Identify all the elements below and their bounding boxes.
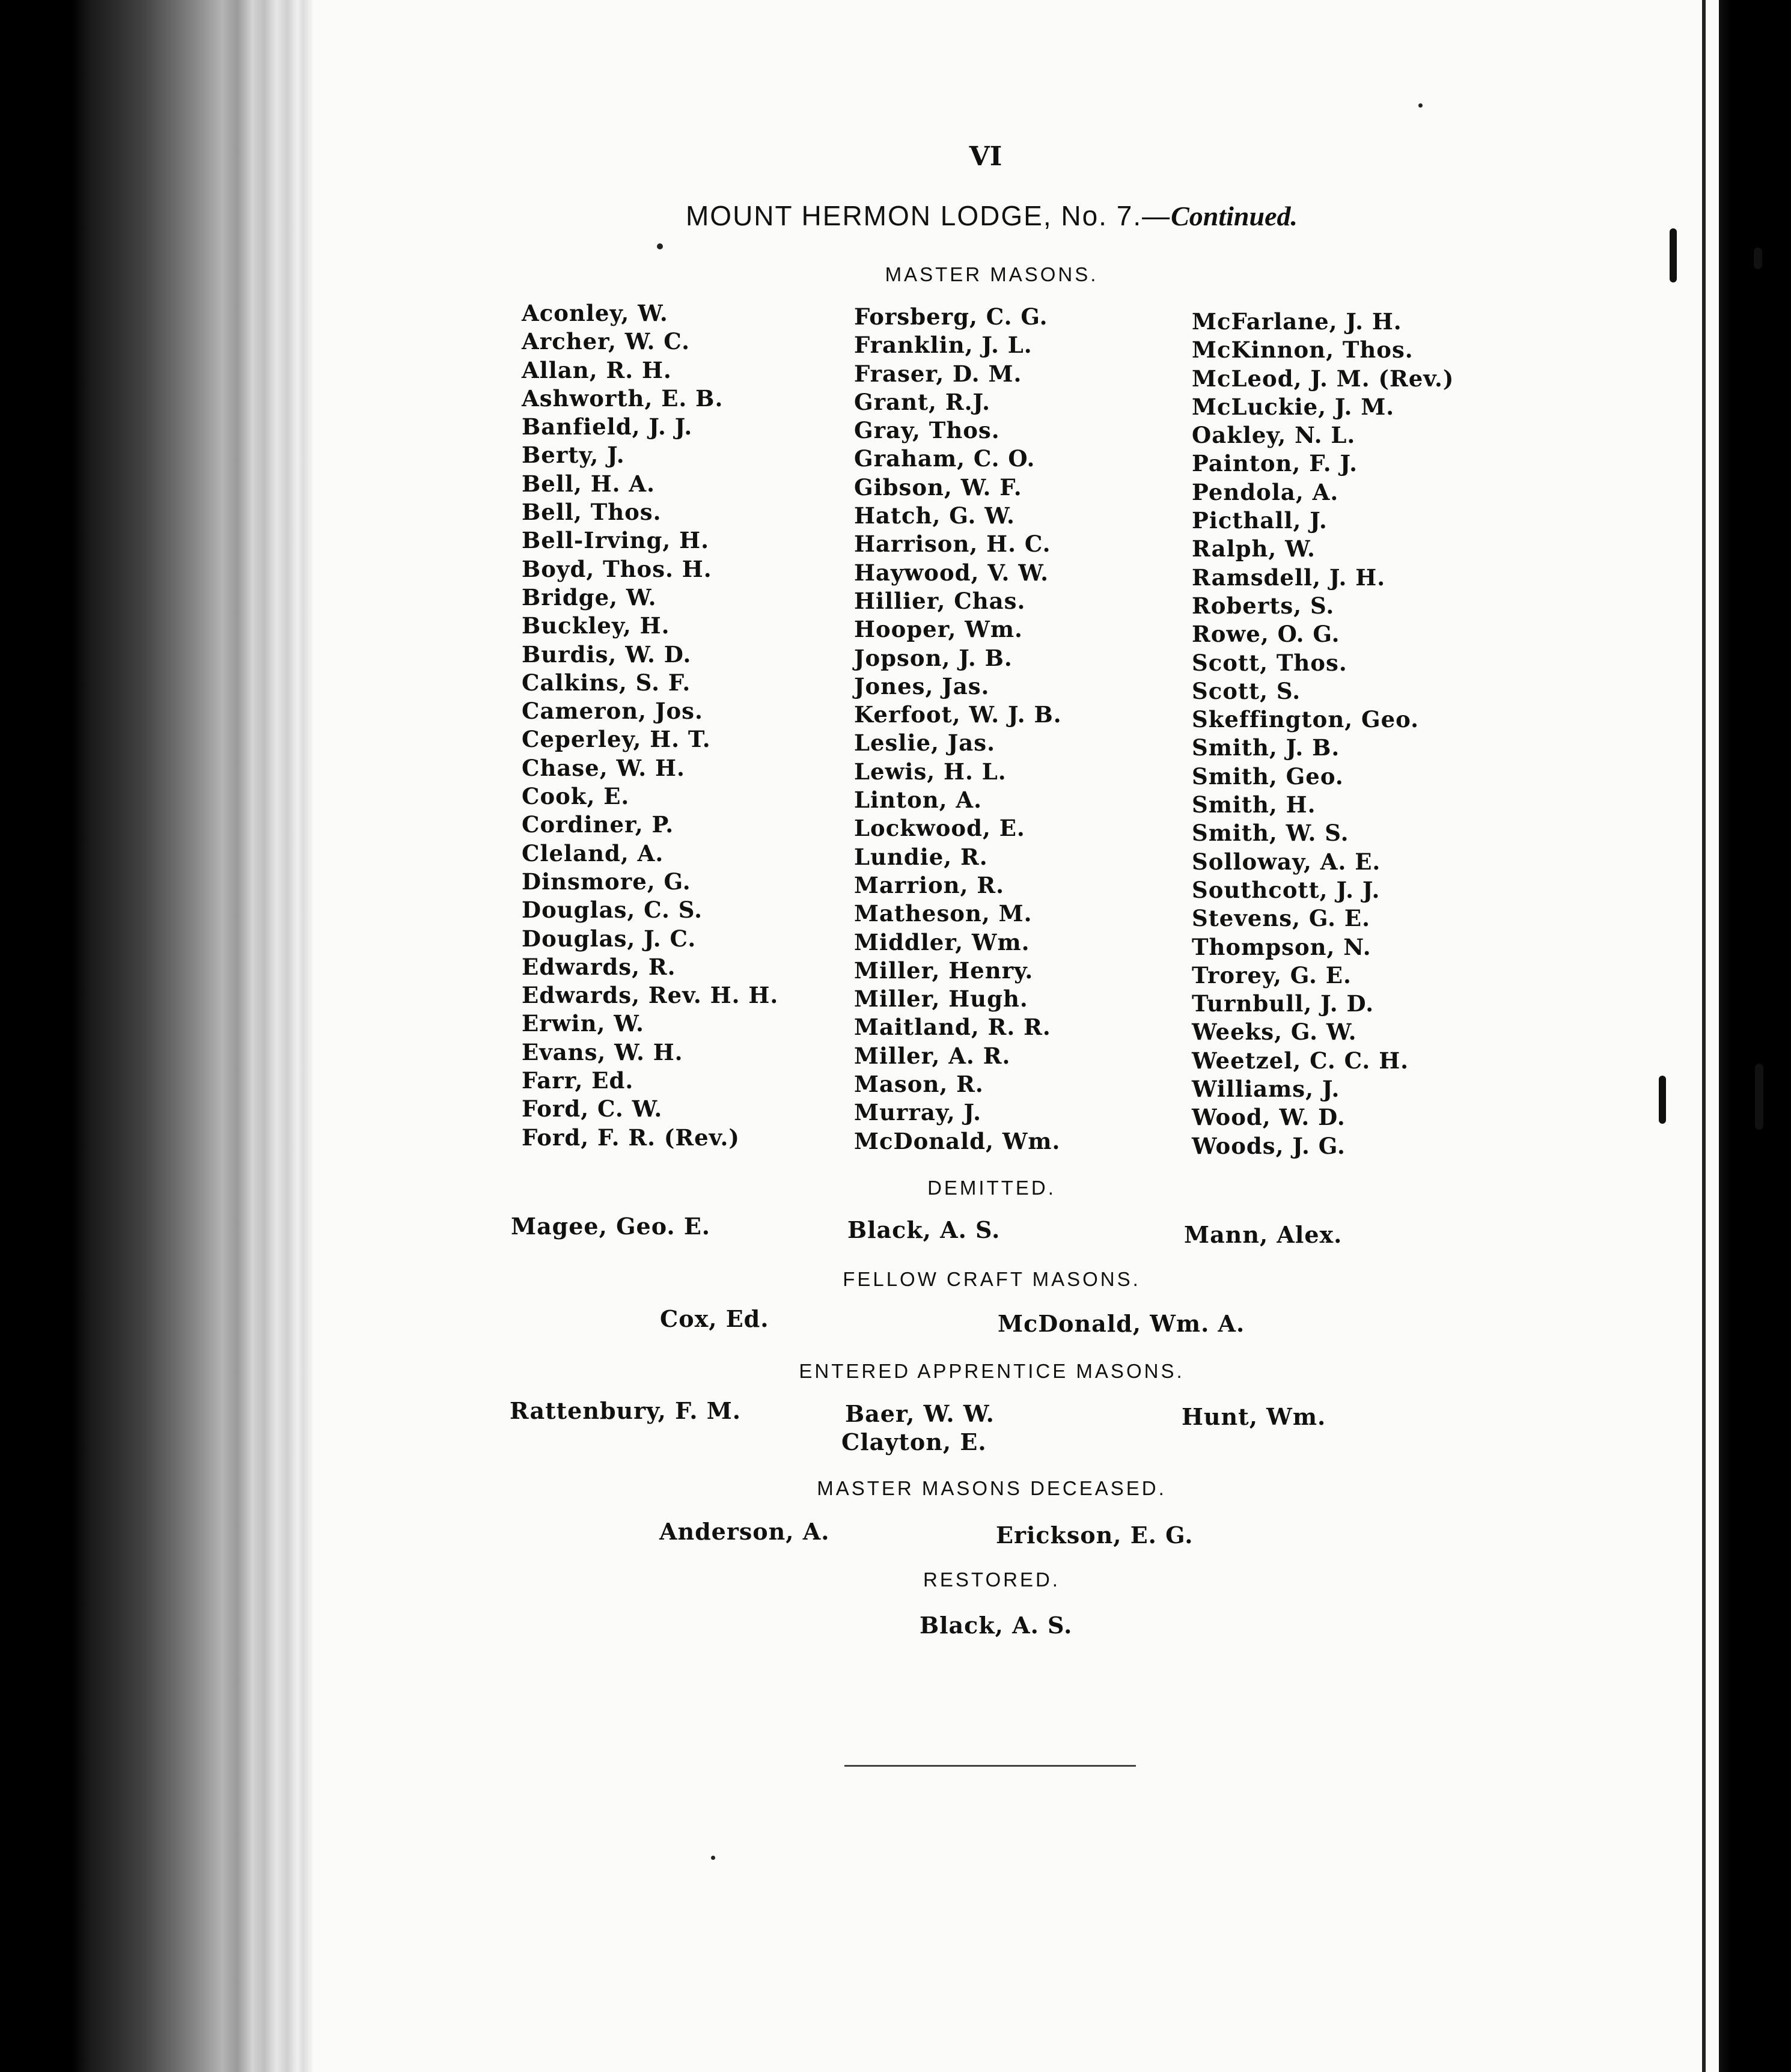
member-name: Edwards, Rev. H. H.	[522, 982, 779, 1009]
member-name: Ramsdell, J. H.	[1192, 564, 1386, 591]
section-heading-master-masons: MASTER MASONS.	[885, 263, 1099, 285]
entered-apprentice-name: Baer, W. W.	[845, 1400, 995, 1427]
member-name: Smith, W. S.	[1192, 820, 1349, 847]
member-name: Forsberg, C. G.	[854, 303, 1048, 330]
closing-rule	[844, 1765, 1136, 1767]
section-heading-demitted: DEMITTED.	[927, 1177, 1056, 1199]
restored-name: Black, A. S.	[920, 1612, 1073, 1639]
speck	[711, 1856, 715, 1860]
member-name: Banfield, J. J.	[522, 413, 693, 440]
page-title	[601, 200, 1382, 232]
scan-mark	[1754, 248, 1762, 269]
member-name: Ralph, W.	[1192, 535, 1316, 562]
speck	[657, 243, 663, 249]
section-heading-restored: RESTORED.	[923, 1568, 1060, 1591]
member-name: Leslie, Jas.	[854, 730, 995, 757]
member-name: Stevens, G. E.	[1192, 905, 1371, 932]
member-name: Wood, W. D.	[1192, 1104, 1346, 1131]
member-name: Weetzel, C. C. H.	[1192, 1047, 1409, 1074]
member-name: Smith, Geo.	[1192, 763, 1344, 790]
member-name: Harrison, H. C.	[854, 531, 1051, 558]
member-name: Middler, Wm.	[854, 928, 1030, 955]
member-name: Scott, Thos.	[1192, 649, 1347, 676]
member-name: Bell, Thos.	[522, 499, 662, 526]
fellow-craft-name: Cox, Ed.	[660, 1305, 769, 1332]
deceased-name: Anderson, A.	[659, 1518, 830, 1545]
master-masons-column-2	[854, 303, 1062, 1156]
member-name: Picthall, J.	[1192, 507, 1328, 534]
section-heading-fellow-craft: FELLOW CRAFT MASONS.	[843, 1268, 1141, 1290]
member-name: Boyd, Thos. H.	[522, 555, 712, 582]
member-name: Erwin, W.	[522, 1010, 644, 1037]
member-name: Thompson, N.	[1192, 933, 1371, 960]
member-name: Solloway, A. E.	[1192, 848, 1381, 875]
member-name: Bridge, W.	[522, 584, 657, 611]
member-name: McKinnon, Thos.	[1192, 337, 1414, 364]
member-name: Lewis, H. L.	[854, 758, 1007, 785]
member-name: Calkins, S. F.	[522, 669, 691, 696]
member-name: Burdis, W. D.	[522, 641, 692, 668]
member-name: Graham, C. O.	[854, 445, 1036, 472]
member-name: Murray, J.	[854, 1099, 982, 1126]
member-name: Ashworth, E. B.	[522, 385, 724, 412]
member-name: Turnbull, J. D.	[1192, 990, 1375, 1017]
member-name: Lockwood, E.	[854, 815, 1025, 842]
member-name: Marrion, R.	[854, 871, 1004, 898]
demitted-name: Magee, Geo. E.	[511, 1213, 711, 1240]
member-name: Dinsmore, G.	[522, 868, 691, 895]
member-name: McFarlane, J. H.	[1192, 308, 1402, 335]
member-name: Gibson, W. F.	[854, 474, 1022, 501]
speck	[1418, 103, 1423, 108]
member-name: Cordiner, P.	[522, 811, 674, 838]
deceased-name: Erickson, E. G.	[996, 1522, 1194, 1549]
title-continued: Continued.	[1171, 201, 1298, 231]
section-heading-entered-apprentice: ENTERED APPRENTICE MASONS.	[799, 1360, 1185, 1382]
member-name: Weeks, G. W.	[1192, 1019, 1357, 1046]
member-name: Edwards, R.	[522, 953, 676, 980]
member-name: Smith, H.	[1192, 791, 1316, 818]
member-name: Rowe, O. G.	[1192, 621, 1340, 648]
member-name: Ceperley, H. T.	[522, 726, 711, 753]
page-number: VI	[969, 141, 1002, 172]
member-name: Miller, A. R.	[854, 1042, 1011, 1069]
member-name: Trorey, G. E.	[1192, 961, 1352, 989]
master-masons-column-3	[1192, 308, 1454, 1160]
member-name: Mason, R.	[854, 1071, 984, 1098]
member-name: Buckley, H.	[522, 612, 670, 639]
member-name: Williams, J.	[1192, 1076, 1340, 1103]
member-name: Allan, R. H.	[522, 356, 672, 383]
member-name: McDonald, Wm.	[854, 1127, 1061, 1154]
member-name: Bell-Irving, H.	[522, 527, 710, 554]
member-name: Hooper, Wm.	[854, 616, 1023, 643]
member-name: Lundie, R.	[854, 843, 988, 870]
entered-apprentice-name: Clayton, E.	[841, 1428, 987, 1455]
member-name: Miller, Henry.	[854, 957, 1034, 984]
member-name: Southcott, J. J.	[1192, 876, 1381, 903]
member-name: Bell, H. A.	[522, 470, 655, 497]
member-name: Miller, Hugh.	[854, 986, 1028, 1013]
member-name: McLeod, J. M. (Rev.)	[1192, 365, 1454, 392]
scan-mark	[1670, 228, 1677, 282]
title-main: MOUNT HERMON LODGE, No. 7.—	[685, 200, 1171, 231]
member-name: Scott, S.	[1192, 677, 1301, 704]
demitted-name: Mann, Alex.	[1184, 1221, 1343, 1248]
member-name: Franklin, J. L.	[854, 332, 1033, 359]
member-name: Cleland, A.	[522, 839, 664, 867]
entered-apprentice-name: Rattenbury, F. M.	[510, 1397, 742, 1424]
scan-mark	[1659, 1076, 1666, 1124]
member-name: Skeffington, Geo.	[1192, 706, 1420, 733]
book-right-edge	[1719, 0, 1791, 2072]
member-name: Ford, F. R. (Rev.)	[522, 1124, 740, 1151]
member-name: Archer, W. C.	[522, 328, 690, 355]
member-name: Kerfoot, W. J. B.	[854, 701, 1062, 728]
member-name: Fraser, D. M.	[854, 360, 1022, 387]
master-masons-column-1	[522, 299, 778, 1152]
member-name: Oakley, N. L.	[1192, 422, 1356, 449]
fellow-craft-name: McDonald, Wm. A.	[998, 1310, 1245, 1337]
member-name: Chase, W. H.	[522, 754, 685, 781]
member-name: Aconley, W.	[522, 300, 668, 326]
book-left-edge	[0, 0, 313, 2072]
member-name: Haywood, V. W.	[854, 559, 1049, 586]
member-name: Cameron, Jos.	[522, 698, 703, 725]
member-name: Hatch, G. W.	[854, 502, 1015, 529]
member-name: Cook, E.	[522, 783, 630, 810]
member-name: Matheson, M.	[854, 900, 1033, 927]
member-name: Douglas, J. C.	[522, 925, 697, 952]
entered-apprentice-name: Hunt, Wm.	[1182, 1403, 1326, 1430]
demitted-name: Black, A. S.	[847, 1216, 1001, 1243]
member-name: Farr, Ed.	[522, 1067, 634, 1094]
member-name: Roberts, S.	[1192, 592, 1335, 619]
member-name: Painton, F. J.	[1192, 450, 1358, 477]
member-name: Douglas, C. S.	[522, 897, 703, 924]
member-name: Berty, J.	[522, 442, 625, 469]
member-name: McLuckie, J. M.	[1192, 393, 1395, 420]
member-name: Maitland, R. R.	[854, 1014, 1051, 1041]
member-name: Hillier, Chas.	[854, 587, 1026, 614]
member-name: Gray, Thos.	[854, 417, 1000, 444]
section-heading-deceased: MASTER MASONS DECEASED.	[817, 1477, 1167, 1499]
member-name: Evans, W. H.	[522, 1038, 683, 1065]
member-name: Smith, J. B.	[1192, 734, 1340, 761]
member-name: Jopson, J. B.	[854, 644, 1013, 671]
member-name: Pendola, A.	[1192, 478, 1339, 505]
scan-mark	[1755, 1064, 1763, 1130]
member-name: Grant, R.J.	[854, 388, 990, 415]
page-right-rule	[1702, 0, 1706, 2072]
member-name: Jones, Jas.	[854, 672, 990, 699]
member-name: Woods, J. G.	[1192, 1132, 1346, 1159]
member-name: Linton, A.	[854, 787, 982, 814]
member-name: Ford, C. W.	[522, 1095, 663, 1123]
